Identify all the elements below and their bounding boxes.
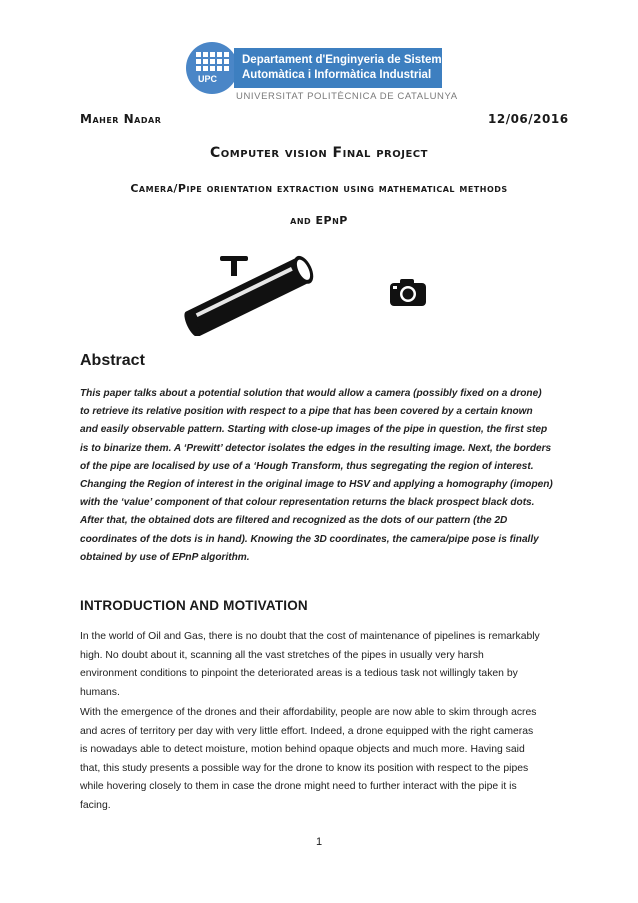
upc-emblem-dots-icon <box>186 42 238 94</box>
university-name: UNIVERSITAT POLITÈCNICA DE CATALUNYA <box>236 91 458 102</box>
paragraph <box>80 704 566 816</box>
abstract-line: This paper talks about a potential solution that would allow a camera (possibly fixed on a drone) <box>80 388 542 399</box>
paragraph-line: that, this study presents a possible way for the drone to know its position with respect to the pipes <box>80 762 529 774</box>
paragraph-line: is nowadays able to detect moisture, motion behind opaque objects and much more. Having said <box>80 744 525 756</box>
abstract-line: coordinates of the dots is in hand). Knowing the 3D coordinates, the camera/pipe pose is finally <box>80 533 539 545</box>
page-number: 1 <box>315 836 323 848</box>
author-name: Maher Nadar <box>80 112 162 126</box>
upc-logo-text: UPC <box>198 74 218 84</box>
paragraph <box>80 628 566 702</box>
abstract-line: is to binarize them. A ‘Prewitt’ detector isolates the edges in the resulting image. Next, the borders <box>80 442 552 454</box>
abstract-line: with the ‘value’ component of that colour representation returns the black prospect black dots. <box>80 497 535 509</box>
abstract-line: to retrieve its relative position with respect to a pipe that has been covered by a certain known <box>80 406 533 418</box>
paragraph-line: and acres of territory per day with very little effort. Indeed, a drone equipped with the right cameras <box>80 725 534 737</box>
paragraph-line: facing. <box>80 799 111 811</box>
upc-logo <box>186 42 458 108</box>
paragraph-line: high. No doubt about it, scanning all the vast stretches of the pipes in usually very harsh <box>80 649 484 661</box>
document-subtitle-line-2: and EPnP <box>290 214 348 227</box>
document-date: 12/06/2016 <box>488 112 569 126</box>
paragraph-line: environment conditions to pinpoint the deteriorated areas is a tedious task not willingly taken by <box>80 668 518 680</box>
paragraph-line: while hovering closely to them in case the drone might need to further interact with the pipe it is <box>80 781 517 793</box>
abstract-body <box>80 385 566 567</box>
department-line-1: Departament d'Enginyeria de Sistemes, <box>242 54 458 66</box>
department-banner <box>234 48 458 88</box>
paragraph-line: humans. <box>80 686 120 698</box>
paragraph-line: With the emergence of the drones and their affordability, people are now able to skim through acres <box>80 707 537 718</box>
paragraph-line: In the world of Oil and Gas, there is no doubt that the cost of maintenance of pipelines is remarkably <box>80 631 540 642</box>
department-line-2: Automàtica i Informàtica Industrial <box>242 69 432 81</box>
abstract-line: Changing the Region of interest in the original image to HSV and applying a homography (imopen) <box>80 479 553 491</box>
section-heading-introduction: INTRODUCTION AND MOTIVATION <box>80 598 308 613</box>
abstract-heading: Abstract <box>80 352 145 369</box>
abstract-line: After that, the obtained dots are filtered and recognized as the dots of our pattern (the 2D <box>80 515 508 527</box>
document-subtitle-line-1: Camera/Pipe orientation extraction using mathematical methods <box>130 182 508 195</box>
camera-icon <box>388 276 428 308</box>
pipe-icon <box>180 252 320 336</box>
abstract-line: and easily observable pattern. Starting with close-up images of the pipe in question, the first step <box>80 424 548 436</box>
abstract-line: obtained by use of EPnP algorithm. <box>80 551 250 563</box>
abstract-line: of the pipe are localised by use of a ‘Hough Transform, thus segregating the region of interest. <box>80 460 534 472</box>
document-title: Computer vision Final project <box>210 145 428 161</box>
